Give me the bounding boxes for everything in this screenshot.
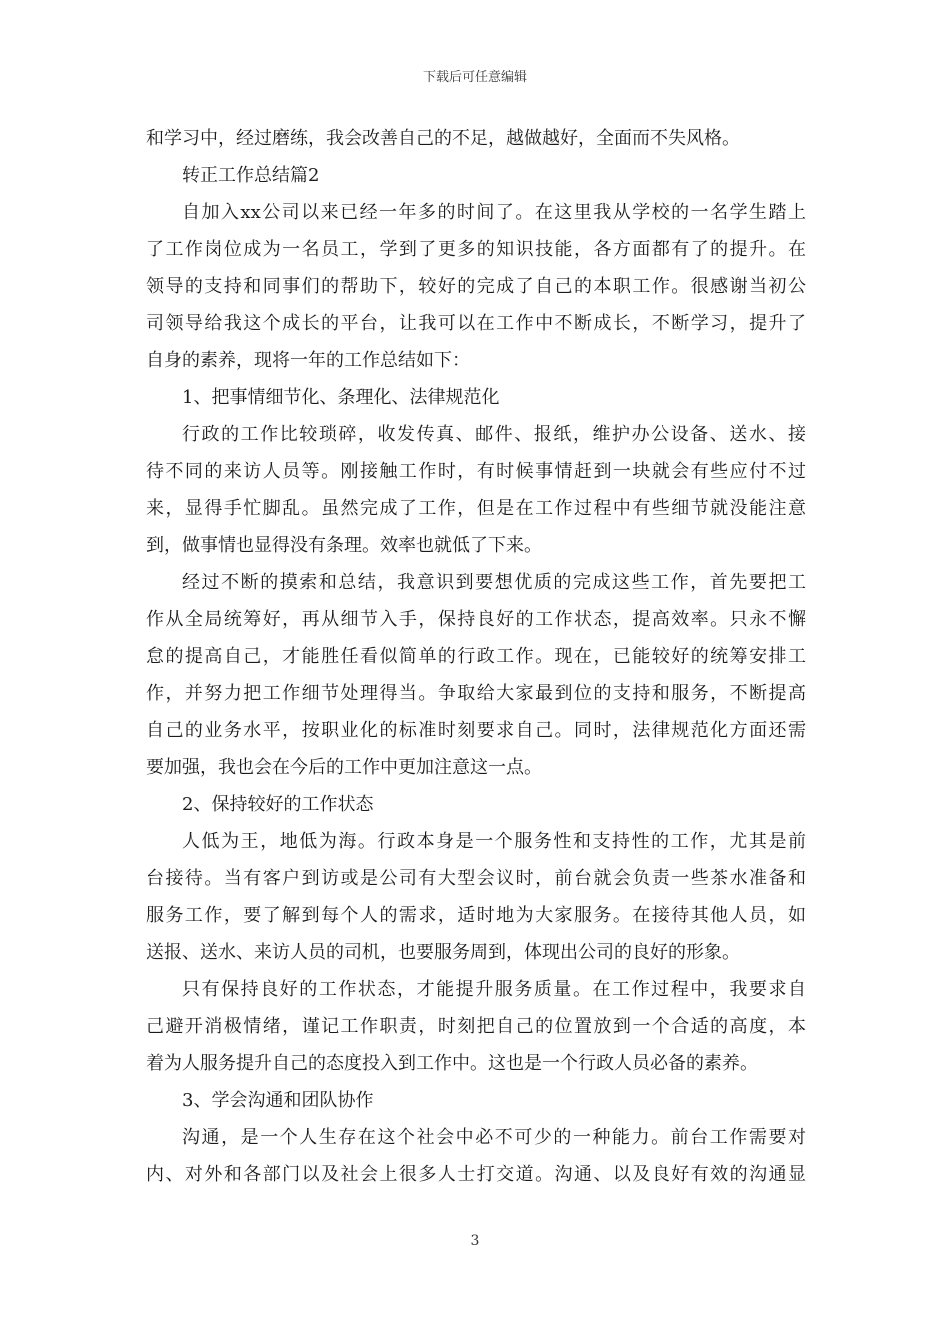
text-line: 待不同的来访人员等。刚接触工作时，有时候事情赶到一块就会有些应付不过 bbox=[146, 461, 806, 482]
page-number: 3 bbox=[470, 1233, 480, 1249]
text-line: 自己的业务水平，按职业化的标准时刻要求自己。同时，法律规范化方面还需 bbox=[146, 720, 806, 741]
text-line: 来，显得手忙脚乱。虽然完成了工作，但是在工作过程中有些细节就没能注意 bbox=[146, 498, 806, 519]
text-line: 转正工作总结篇2 bbox=[182, 165, 320, 186]
text-line: 人低为王，地低为海。行政本身是一个服务性和支持性的工作，尤其是前 bbox=[182, 831, 806, 852]
text-line: 服务工作，要了解到每个人的需求，适时地为大家服务。在接待其他人员，如 bbox=[146, 905, 806, 926]
text-line: 经过不断的摸索和总结，我意识到要想优质的完成这些工作，首先要把工 bbox=[182, 572, 806, 593]
text-line: 作从全局统筹好，再从细节入手，保持良好的工作状态，提高效率。只永不懈 bbox=[146, 609, 806, 630]
text-line: 台接待。当有客户到访或是公司有大型会议时，前台就会负责一些茶水准备和 bbox=[146, 868, 806, 889]
text-line: 2、保持较好的工作状态 bbox=[182, 794, 374, 815]
text-line: 沟通，是一个人生存在这个社会中必不可少的一种能力。前台工作需要对 bbox=[182, 1127, 806, 1148]
text-line: 要加强，我也会在今后的工作中更加注意这一点。 bbox=[146, 757, 542, 778]
page-header: 下载后可任意编辑 bbox=[422, 70, 527, 85]
text-line: 和学习中，经过磨练，我会改善自己的不足，越做越好，全面而不失风格。 bbox=[146, 128, 740, 149]
text-line: 1、把事情细节化、条理化、法律规范化 bbox=[182, 387, 500, 408]
text-line: 到，做事情也显得没有条理。效率也就低了下来。 bbox=[146, 535, 542, 556]
text-line: 自加入xx公司以来已经一年多的时间了。在这里我从学校的一名学生踏上 bbox=[182, 202, 806, 223]
text-line: 作，并努力把工作细节处理得当。争取给大家最到位的支持和服务，不断提高 bbox=[146, 683, 806, 704]
text-line: 司领导给我这个成长的平台，让我可以在工作中不断成长，不断学习，提升了 bbox=[146, 313, 806, 334]
text-line: 行政的工作比较琐碎，收发传真、邮件、报纸，维护办公设备、送水、接 bbox=[182, 424, 806, 445]
text-line: 怠的提高自己，才能胜任看似简单的行政工作。现在，已能较好的统筹安排工 bbox=[146, 646, 806, 667]
text-line: 自身的素养，现将一年的工作总结如下： bbox=[146, 350, 470, 371]
text-line: 只有保持良好的工作状态，才能提升服务质量。在工作过程中，我要求自 bbox=[182, 979, 806, 1000]
text-line: 着为人服务提升自己的态度投入到工作中。这也是一个行政人员必备的素养。 bbox=[146, 1053, 758, 1074]
text-line: 3、学会沟通和团队协作 bbox=[182, 1090, 374, 1111]
text-line: 己避开消极情绪，谨记工作职责，时刻把自己的位置放到一个合适的高度，本 bbox=[146, 1016, 806, 1037]
text-line: 内、对外和各部门以及社会上很多人士打交道。沟通、以及良好有效的沟通显 bbox=[146, 1164, 806, 1185]
document-body bbox=[146, 120, 806, 1193]
text-line: 领导的支持和同事们的帮助下，较好的完成了自己的本职工作。很感谢当初公 bbox=[146, 276, 806, 297]
text-line: 送报、送水、来访人员的司机，也要服务周到，体现出公司的良好的形象。 bbox=[146, 942, 740, 963]
text-line: 了工作岗位成为一名员工，学到了更多的知识技能，各方面都有了的提升。在 bbox=[146, 239, 806, 260]
